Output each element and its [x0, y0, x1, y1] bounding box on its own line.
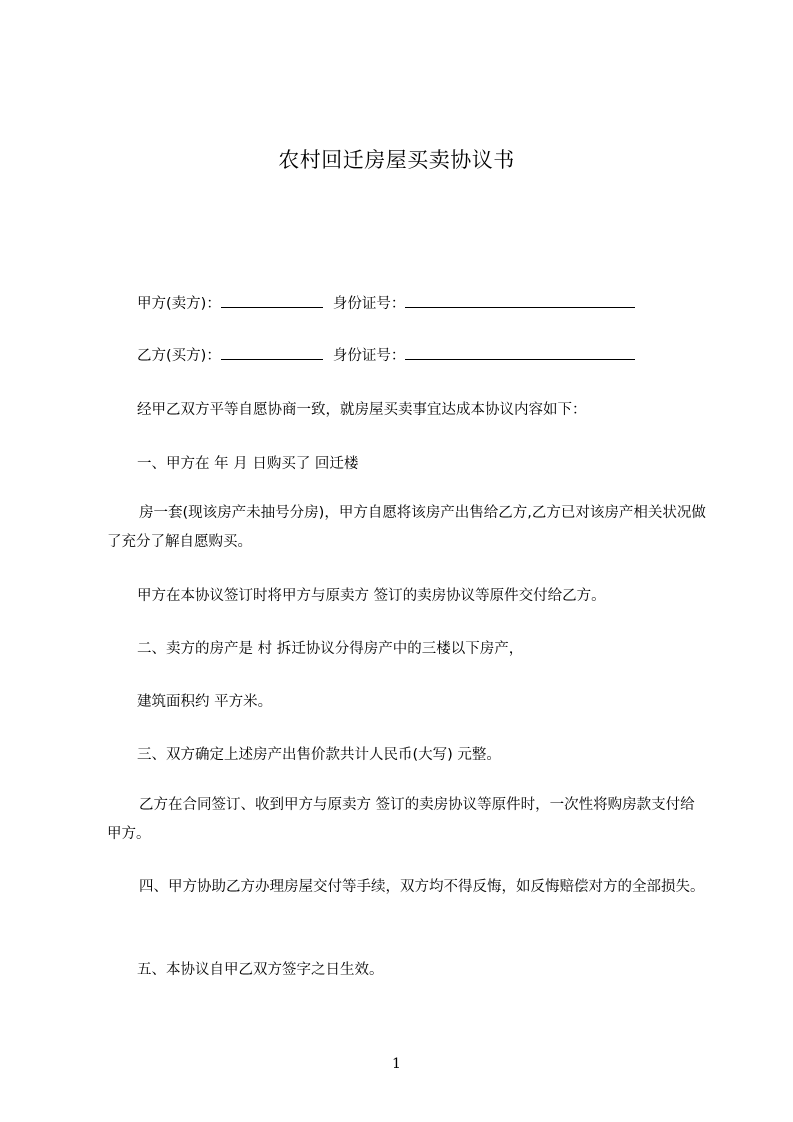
party-b-label: 乙方(买方)：: [137, 348, 221, 364]
clause-1-handover: 甲方在本协议签订时将甲方与原卖方 签订的卖房协议等原件交付给乙方。: [137, 588, 606, 604]
clause-1-heading: 一、甲方在 年 月 日购买了 回迁楼: [137, 456, 359, 472]
clause-3-payment: 乙方在合同签订、收到甲方与原卖方 签订的卖房协议等原件时，一次性将购房款支付给甲方。: [107, 797, 695, 842]
page-number: 1: [392, 1056, 401, 1072]
party-a-line: [137, 292, 635, 313]
party-b-line: [137, 344, 635, 365]
clause-3-heading: 三、双方确定上述房产出售价款共计人民币(大写) 元整。: [137, 747, 501, 763]
party-a-label: 甲方(卖方)：: [137, 296, 221, 312]
document-title: 农村回迁房屋买卖协议书: [278, 148, 515, 172]
party-a-id-blank: [405, 293, 635, 308]
party-a-name-blank: [221, 293, 323, 308]
clause-1-description: 房一套(现该房产未抽号分房)，甲方自愿将该房产出售给乙方,乙方已对该房产相关状况做了充分了解自愿购买。: [107, 505, 706, 550]
clause-5: 五、本协议自甲乙双方签字之日生效。: [137, 962, 384, 978]
party-b-id-label: 身份证号：: [332, 348, 406, 364]
clause-2-heading: 二、卖方的房产是 村 拆迁协议分得房产中的三楼以下房产，: [137, 641, 524, 657]
intro-paragraph: 经甲乙双方平等自愿协商一致，就房屋买卖事宜达成本协议内容如下：: [137, 402, 587, 418]
party-a-id-label: 身份证号：: [332, 296, 406, 312]
clause-2-area: 建筑面积约 平方米。: [137, 694, 273, 710]
clause-4: 四、甲方协助乙方办理房屋交付等手续，双方均不得反悔，如反悔赔偿对方的全部损失。: [139, 879, 705, 895]
party-b-name-blank: [221, 345, 323, 360]
party-b-id-blank: [405, 345, 635, 360]
